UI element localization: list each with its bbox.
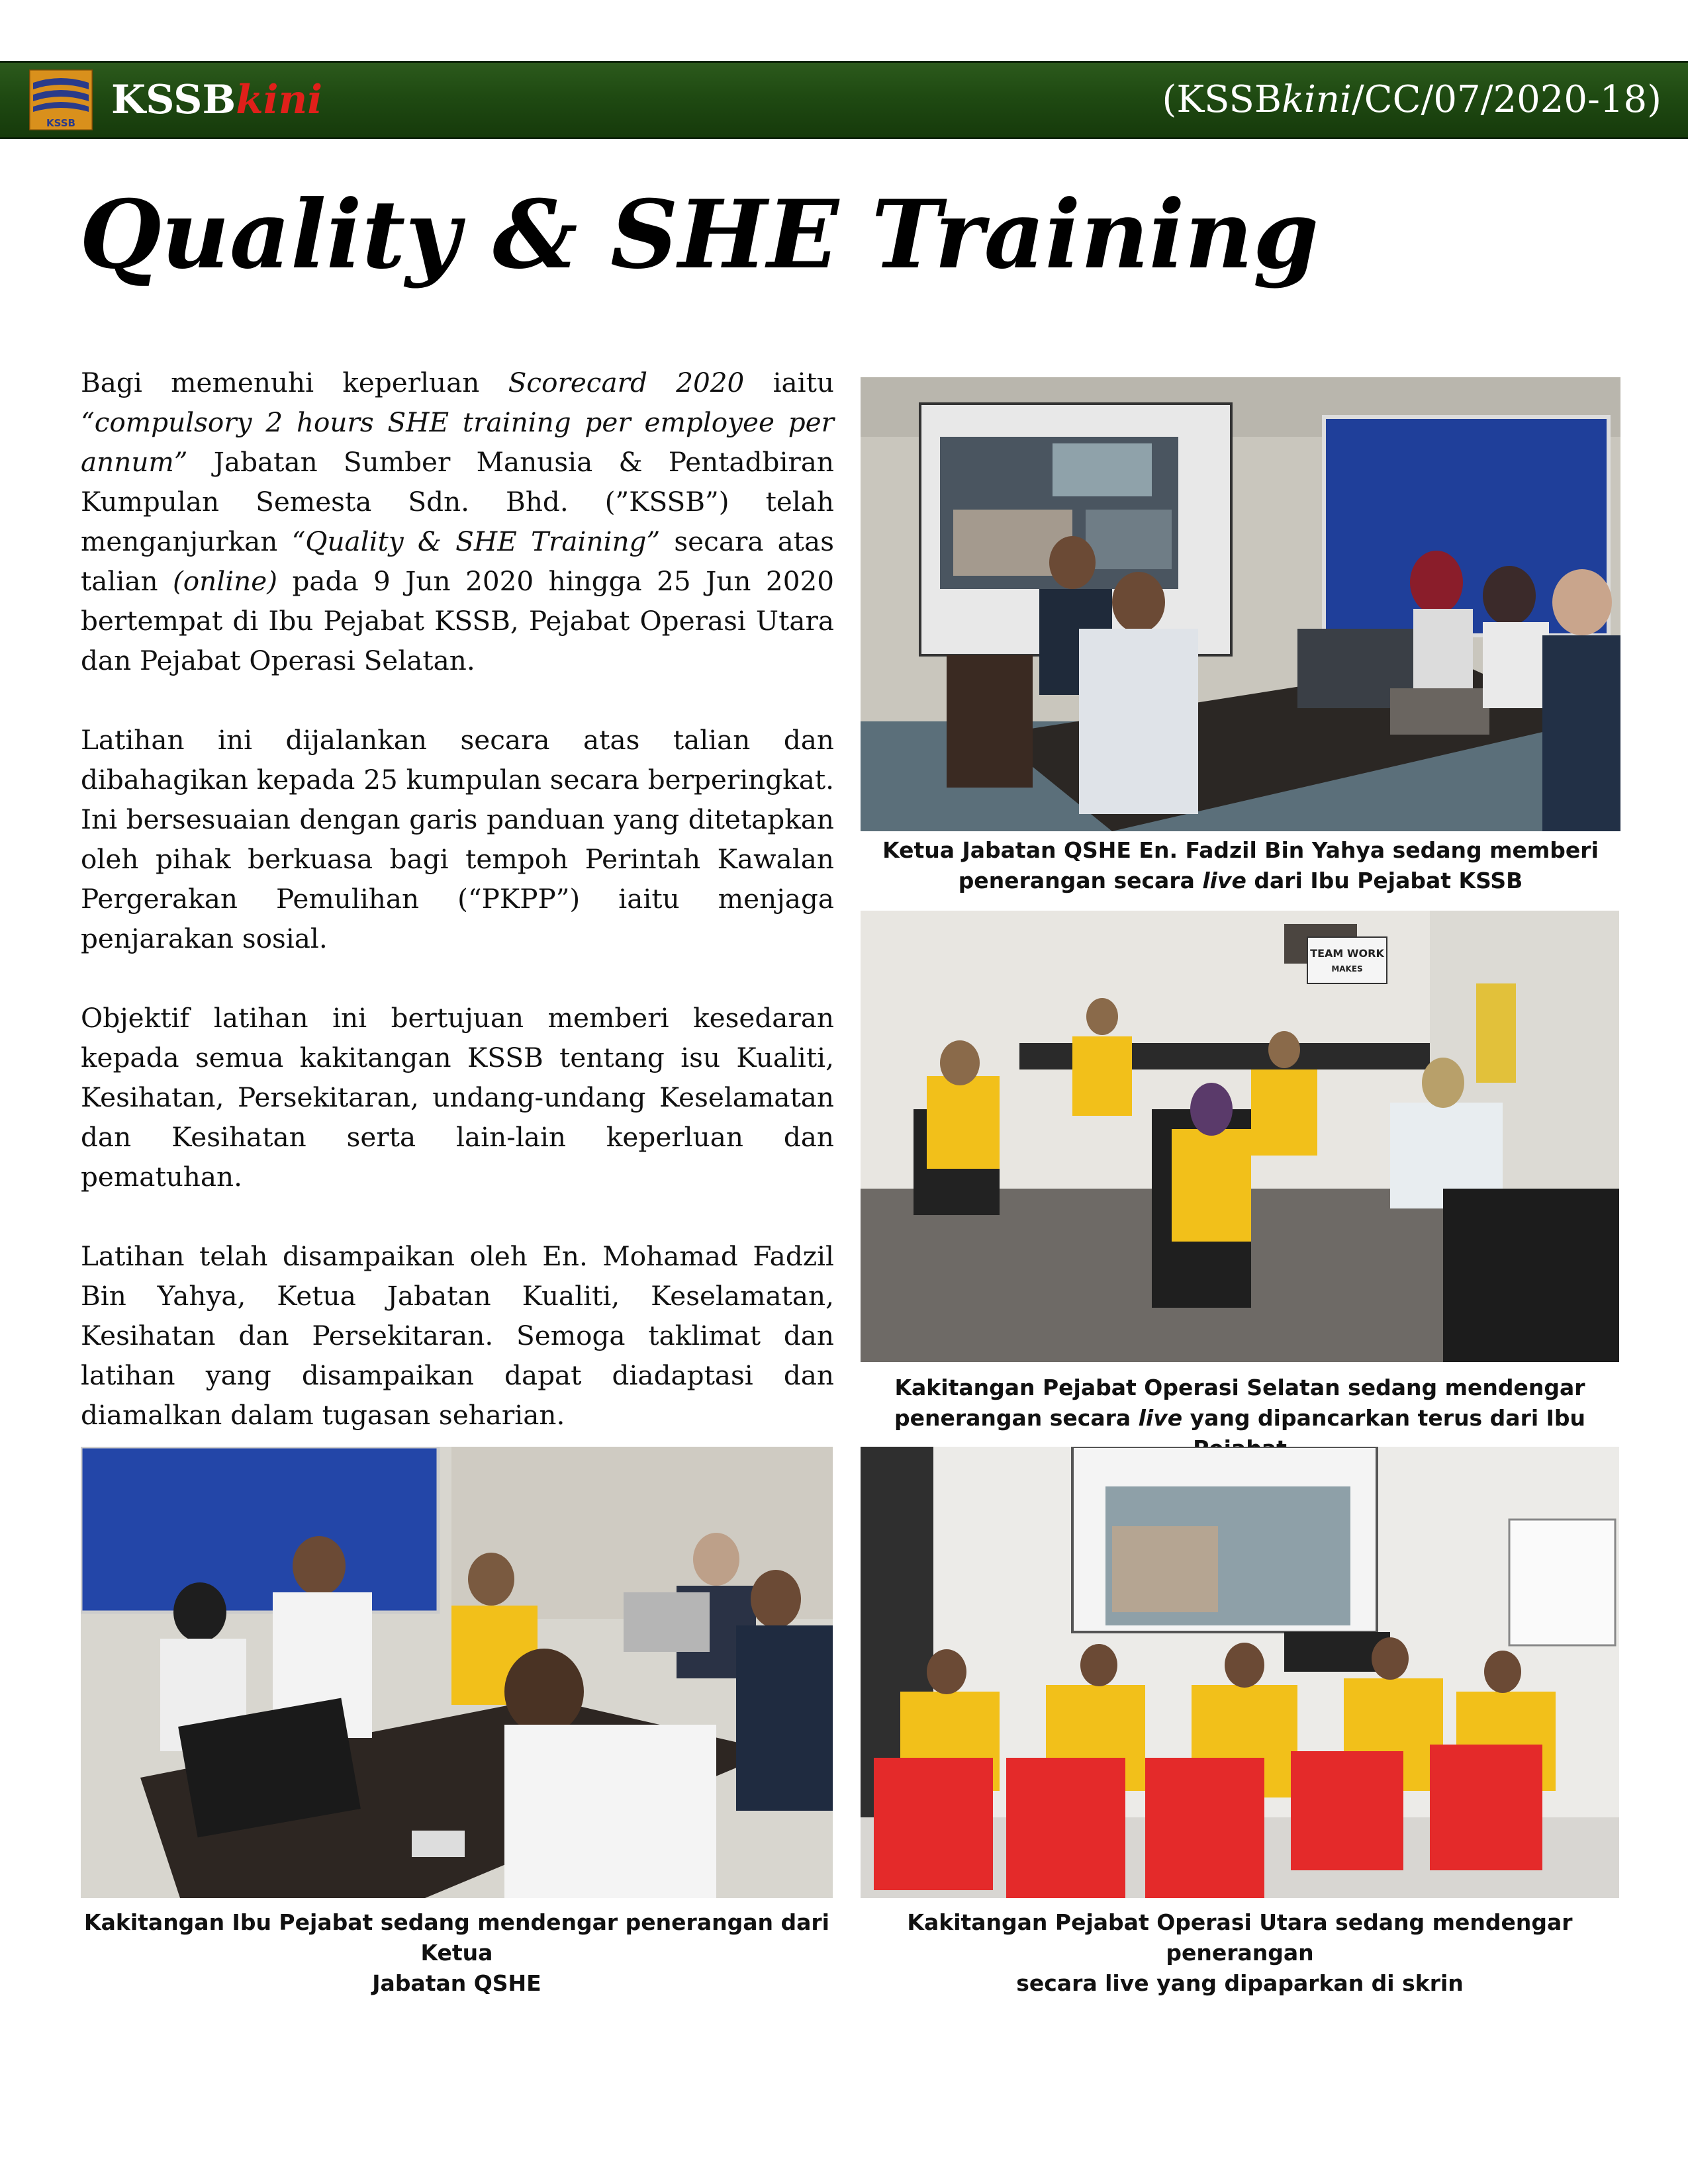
caption-photo-3: Kakitangan Ibu Pejabat sedang mendengar penerangan dari Ketua Jabatan QSHE — [84, 1909, 829, 1996]
paragraph-3: Objektif latihan ini bertujuan memberi kesedaran kepada semua kakitangan KSSB tentang isu Kualiti, Kesihatan, Persekitaran, undang-undang Keselamatan dan Kesihatan serta lain-lain keperluan dan pematuhan. — [81, 1002, 834, 1193]
brand-main: KSSB — [111, 77, 236, 123]
photo-hq-staff — [81, 1447, 833, 1898]
photo-south-office — [861, 911, 1619, 1362]
svg-text:MAKES: MAKES — [1331, 964, 1363, 974]
caption-photo-4: Kakitangan Pejabat Operasi Utara sedang mendengar penerangan secara live yang dipaparkan di skrin — [907, 1909, 1573, 1996]
ref-suffix: /CC/07/2020-18) — [1351, 78, 1662, 121]
paragraph-1: Bagi memenuhi keperluan Scorecard 2020 iaitu “compulsory 2 hours SHE training per employee per annum” Jabatan Sumber Manusia & Pentadbiran Kumpulan Semesta Sdn. Bhd. (”KSSB”) telah menganjurkan “Quality & SHE Training” secara atas talian (online) pada 9 Jun 2020 hingga 25 Jun 2020 bertempat di Ibu Pejabat KSSB, Pejabat Operasi Utara dan Pejabat Operasi Selatan. — [81, 367, 835, 676]
kssb-logo — [29, 69, 93, 130]
paragraph-4: Latihan telah disampaikan oleh En. Mohamad Fadzil Bin Yahya, Ketua Jabatan Kualiti, Keselamatan, Kesihatan dan Persekitaran. Semoga taklimat dan latihan yang disampaikan dapat diadaptasi dan diamalkan dalam tugasan seharian. — [81, 1240, 834, 1431]
svg-text:TEAM WORK: TEAM WORK — [1310, 947, 1384, 960]
photo-hq-presenter — [861, 377, 1620, 831]
issue-reference — [1162, 75, 1662, 125]
newsletter-header-bar — [0, 61, 1688, 139]
brand-suffix: kini — [236, 77, 322, 123]
ref-italic: kini — [1282, 78, 1352, 121]
photo-north-office — [861, 1447, 1619, 1898]
paragraph-2: Latihan ini dijalankan secara atas talian dan dibahagikan kepada 25 kumpulan secara berperingkat. Ini bersesuaian dengan garis panduan yang ditetapkan oleh pihak berkuasa bagi tempoh Perintah Kawalan Pergerakan Pemulihan (“PKPP”) iaitu menjaga penjarakan sosial. — [81, 724, 834, 954]
svg-text:KSSB: KSSB — [46, 117, 75, 129]
newsletter-brand — [111, 75, 322, 125]
article-body — [81, 363, 834, 1475]
teamwork-sign — [1307, 937, 1387, 983]
caption-photo-1: Ketua Jabatan QSHE En. Fadzil Bin Yahya sedang memberi penerangan secara live dari Ibu Pejabat KSSB — [882, 837, 1599, 893]
article-title: Quality & SHE Training — [79, 180, 1319, 290]
ref-prefix: (KSSB — [1162, 78, 1282, 121]
caption-photo-2: Kakitangan Pejabat Operasi Selatan sedang mendengar penerangan secara live yang dipancarkan terus dari Ibu — [894, 1375, 1586, 1431]
